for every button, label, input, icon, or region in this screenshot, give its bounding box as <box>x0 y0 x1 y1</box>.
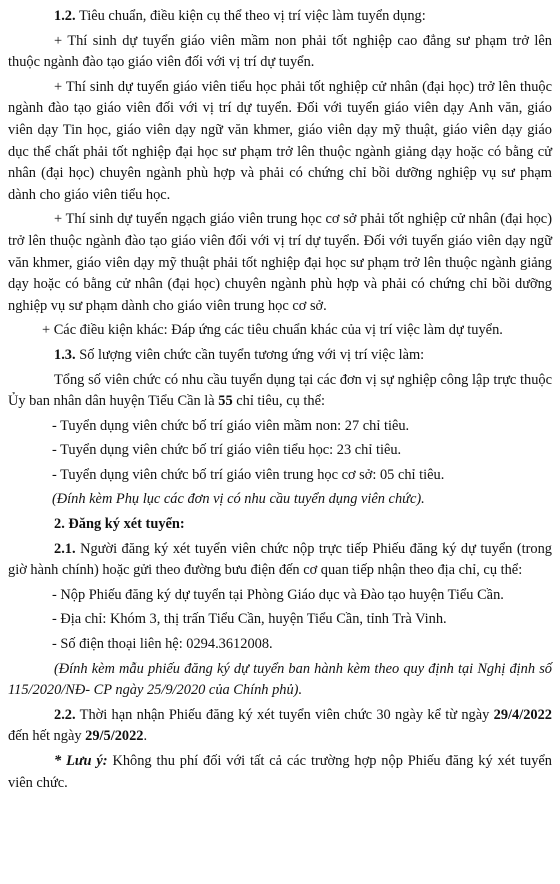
note-appendix: (Đính kèm Phụ lục các đơn vị có nhu cầu tuyển dụng viên chức). <box>52 491 425 508</box>
section-2-1: 2.1. Người đăng ký xét tuyển viên chức nộp trực tiếp Phiếu đăng ký dự tuyển (trong giờ hành chính) hoặc gửi theo đường bưu điện đến cơ quan tiếp nhận theo địa chỉ, cụ thể: <box>8 540 553 579</box>
paragraph-secondary-teacher: + Thí sinh dự tuyển ngạch giáo viên trung học cơ sở phải tốt nghiệp cử nhân (đại học) trở lên thuộc ngành đào tạo giáo viên đối với vị trí dự tuyển. Đối với tuyển giáo viên dạy ngữ văn khmer, giáo viên dạy mỹ thuật phải tốt nghiệp đại học sư phạm trở lên thuộc ngành giảng dạy hoặc có bằng cử nhân (đại học) chuyên ngành phù hợp và phải có chứng chỉ bồi dưỡng nghiệp vụ sư phạm dành cho giáo viên trung học cơ sở. <box>8 211 552 314</box>
paragraph-preschool-teacher: + Thí sinh dự tuyển giáo viên mầm non phải tốt nghiệp cao đẳng sư phạm trở lên thuộc ngành đào tạo giáo viên đối với vị trí dự tuyển. <box>8 32 552 71</box>
section-2-heading: 2. Đăng ký xét tuyển: <box>54 516 185 533</box>
list-item-primary-quota: - Tuyển dụng viên chức bố trí giáo viên tiểu học: 23 chỉ tiêu. <box>52 442 402 459</box>
list-item-address: - Địa chỉ: Khóm 3, thị trấn Tiểu Cần, huyện Tiểu Cần, tỉnh Trà Vinh. <box>52 611 447 628</box>
list-item-secondary-quota: - Tuyển dụng viên chức bố trí giáo viên trung học cơ sở: 05 chỉ tiêu. <box>52 466 445 483</box>
section-1-2 <box>8 6 552 28</box>
section-number: 2.1. <box>54 540 76 557</box>
paragraph-other-conditions: + Các điều kiện khác: Đáp ứng các tiêu chuẩn khác của vị trí việc làm dự tuyển. <box>42 322 503 339</box>
list-item-preschool-quota: - Tuyển dụng viên chức bố trí giáo viên mầm non: 27 chỉ tiêu. <box>52 417 410 434</box>
list-item-phone: - Số điện thoại liên hệ: 0294.3612008. <box>52 636 273 653</box>
list-item-submit-location: - Nộp Phiếu đăng ký dự tuyển tại Phòng Giáo dục và Đào tạo huyện Tiểu Cần. <box>52 586 504 603</box>
paragraph-primary-teacher: + Thí sinh dự tuyển giáo viên tiểu học phải tốt nghiệp cử nhân (đại học) trở lên thuộc ngành đào tạo giáo viên đối với vị trí dự tuyển. Đối với tuyển giáo viên dạy Anh văn, giáo viên dạy Tin học, giáo viên dạy ngữ văn khmer, giáo viên dạy mỹ thuật, giáo viên dạy giáo dục thể chất phải tốt nghiệp đại học sư phạm trở lên thuộc ngành giảng dạy hoặc có bằng cử nhân (đại học) chuyên ngành phù hợp và phải có chứng chỉ bồi dưỡng nghiệp vụ sư phạm dành cho giáo viên tiểu học. <box>8 78 552 203</box>
section-2-2: 2.2. Thời hạn nhận Phiếu đăng ký xét tuyển viên chức 30 ngày kể từ ngày 29/4/2022 đến hết ngày 29/5/2022. <box>8 706 552 745</box>
paragraph-total-quota: Tổng số viên chức có nhu cầu tuyển dụng tại các đơn vị sự nghiệp công lập trực thuộc Ủy ban nhân dân huyện Tiểu Cần là 55 chỉ tiêu, cụ thể: <box>8 371 552 410</box>
note-attention: * Lưu ý: Không thu phí đối với tất cả các trường hợp nộp Phiếu đăng ký xét tuyển viên chức. <box>8 753 552 791</box>
section-title: Tiêu chuẩn, điều kiện cụ thể theo vị trí việc làm tuyển dụng: <box>78 8 426 24</box>
section-number: 2.2. <box>54 706 76 723</box>
section-title: Số lượng viên chức cần tuyển tương ứng với vị trí việc làm: <box>79 346 425 363</box>
note-form-template: (Đính kèm mẫu phiếu đăng ký dự tuyển ban hành kèm theo quy định tại Nghị định số 115/2020/NĐ- CP ngày 25/9/2020 của Chính phủ). <box>8 660 552 699</box>
section-number: 1.2. <box>54 8 76 24</box>
attention-label: * Lưu ý: <box>54 753 108 769</box>
section-1-3 <box>8 345 552 367</box>
start-date: 29/4/2022 <box>493 706 552 723</box>
section-number: 1.3. <box>54 346 76 363</box>
quota-total: 55 <box>218 393 233 410</box>
end-date: 29/5/2022 <box>85 728 144 745</box>
